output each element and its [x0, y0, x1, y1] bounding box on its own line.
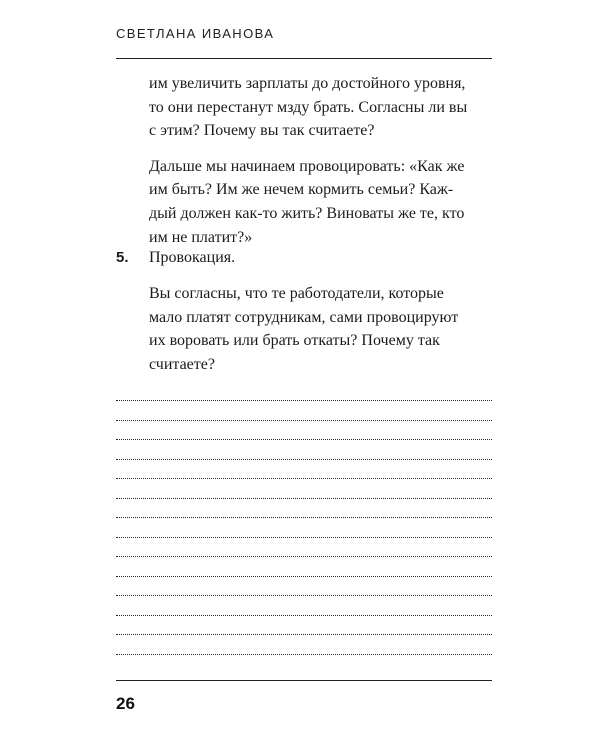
text-line: их воровать или брать откаты? Почему так — [149, 332, 440, 350]
answer-line — [116, 576, 492, 577]
text-line: им быть? Им же нечем кормить семьи? Каж- — [149, 181, 454, 199]
answer-line — [116, 654, 492, 655]
text-line: дый должен как-то жить? Виноваты же те, кто — [149, 204, 465, 222]
paragraph-continued — [149, 72, 494, 143]
header-rule — [116, 58, 492, 59]
body-text — [149, 72, 494, 249]
answer-line — [116, 459, 492, 460]
answer-line — [116, 439, 492, 440]
item-title: Провокация. — [149, 249, 236, 266]
answer-line — [116, 615, 492, 616]
text-line: с этим? Почему вы так считаете? — [149, 122, 375, 140]
answer-line — [116, 517, 492, 518]
running-head-author: СВЕТЛАНА ИВАНОВА — [116, 26, 275, 41]
answer-line — [116, 634, 492, 635]
answer-line — [116, 498, 492, 499]
paragraph-provocation-intro — [149, 155, 494, 249]
answer-line — [116, 478, 492, 479]
text-line: мало платят сотрудникам, сами провоцируют — [149, 308, 459, 326]
item-question — [149, 282, 494, 376]
answer-line — [116, 556, 492, 557]
text-line: Вы согласны, что те работодатели, которые — [149, 285, 444, 302]
text-line: считаете? — [149, 355, 215, 373]
item-number: 5. — [116, 249, 129, 266]
text-line: то они перестанут мзду брать. Согласны ли вы — [149, 98, 468, 116]
answer-line — [116, 537, 492, 538]
page-number: 26 — [116, 694, 135, 713]
answer-line — [116, 420, 492, 421]
footer-rule — [116, 680, 492, 681]
answer-line — [116, 400, 492, 401]
answer-line — [116, 595, 492, 596]
text-line: им не платит?» — [149, 228, 253, 246]
text-line: им увеличить зарплаты до достойного уровня, — [149, 75, 466, 92]
text-line: Дальше мы начинаем провоцировать: «Как же — [149, 157, 465, 175]
